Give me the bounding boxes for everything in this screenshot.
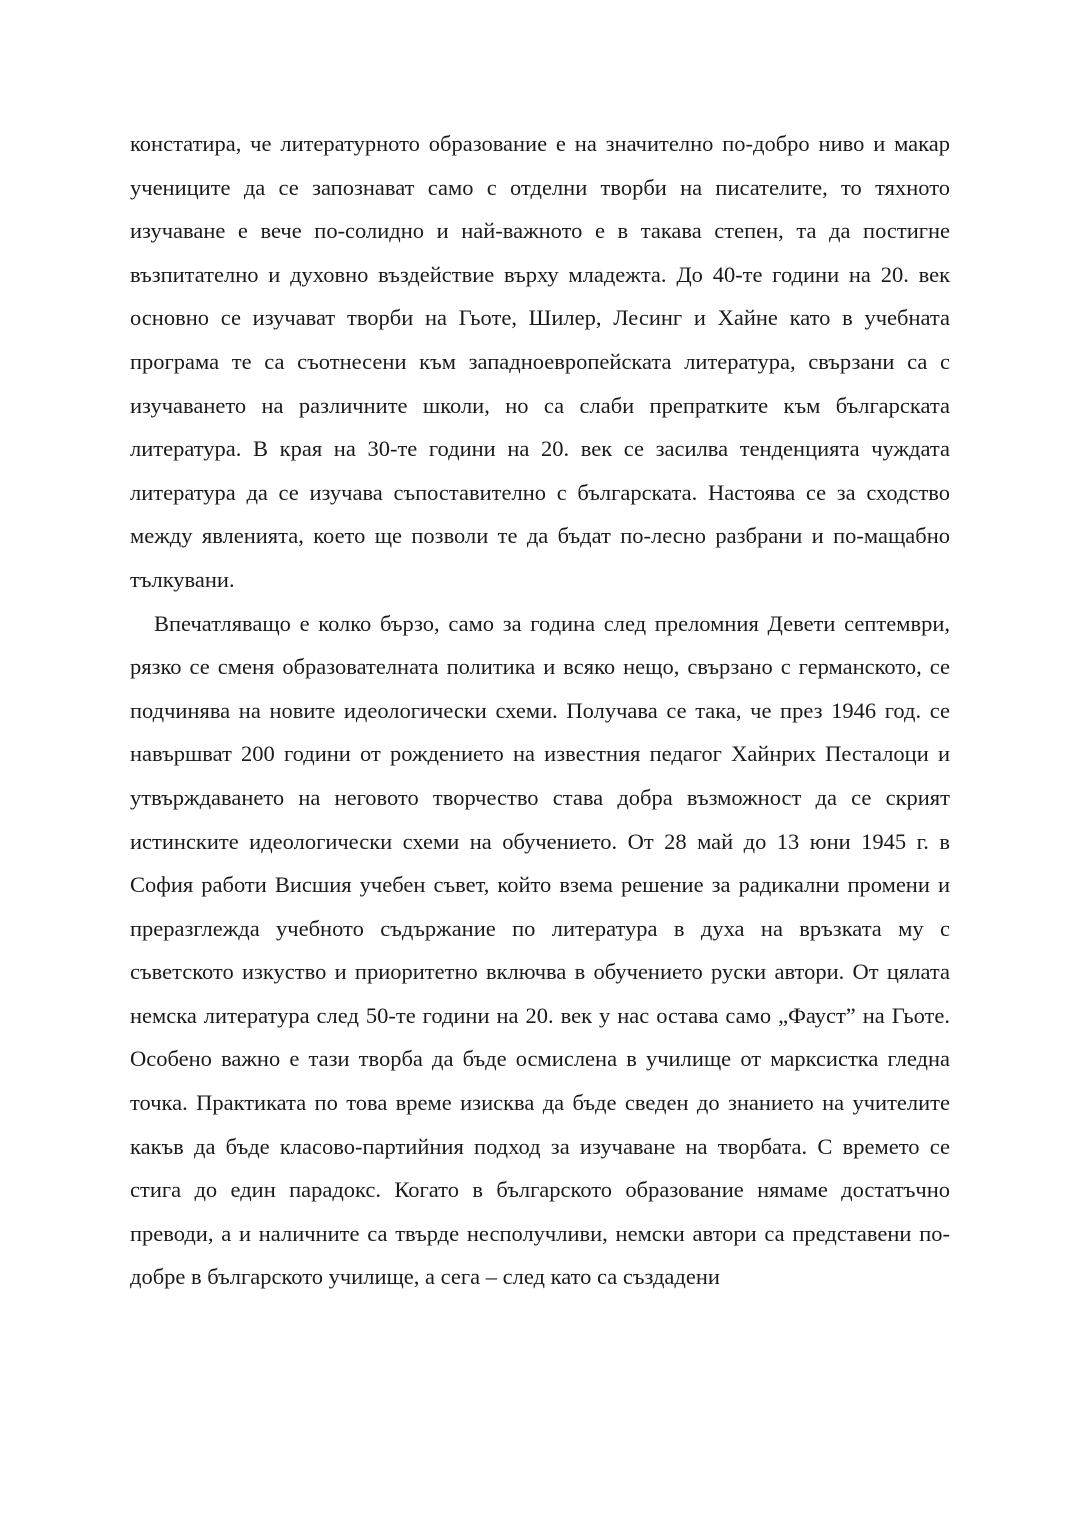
paragraph-2: Впечатляващо е колко бързо, само за година след преломния Девети септември, рязко се сменя образователната политика и всяко нещо, свързано с германското, се подчинява на новите идеологически схеми. Получава се така, че през 1946 год. се навършват 200 години от рождението на известния педагог Хайнрих Песталоци и утвърждаването на неговото творчество става добра възможност да се скрият истинските идеологически схеми на обучението. От 28 май до 13 юни 1945 г. в София работи Висшия учебен съвет, който взема решение за радикални промени и преразглежда учебното съдържание по литература в духа на връзката му с съветското изкуство и приоритетно включва в обучението руски автори. От цялата немска литература след 50-те години на 20. век у нас остава само „Фауст” на Гьоте. Особено важно е тази творба да бъде осмислена в училище от марксистка гледна точка. Практиката по това време изисква да бъде сведен до знанието на учителите какъв да бъде класово-партийния подход за изучаване на творбата. С времето се стига до един парадокс. Когато в българското образование нямаме достатъчно преводи, а и наличните са твърде несполучливи, немски автори са представени по-добре в българското училище, а сега – след като са създадени xyxy=(130,610,950,1290)
paragraph-1: констатира, че литературното образование е на значително по-добро ниво и макар учениците да се запознават само с отделни творби на писателите, то тяхното изучаване е вече по-солидно и най-важното е в такава степен, та да постигне възпитателно и духовно въздействие върху младежта. До 40-те години на 20. век основно се изучават творби на Гьоте, Шилер, Лесинг и Хайне като в учебната програма те са съотнесени към западноевропейската литература, свързани са с изучаването на различните школи, но са слаби препратките към българската литература. В края на 30-те години на 20. век се засилва тенденцията чуждата литература да се изучава съпоставително с българската. Настоява се за сходство между явленията, което ще позволи те да бъдат по-лесно разбрани и по-мащабно тълкувани. xyxy=(130,131,950,592)
body-text xyxy=(130,122,950,1299)
